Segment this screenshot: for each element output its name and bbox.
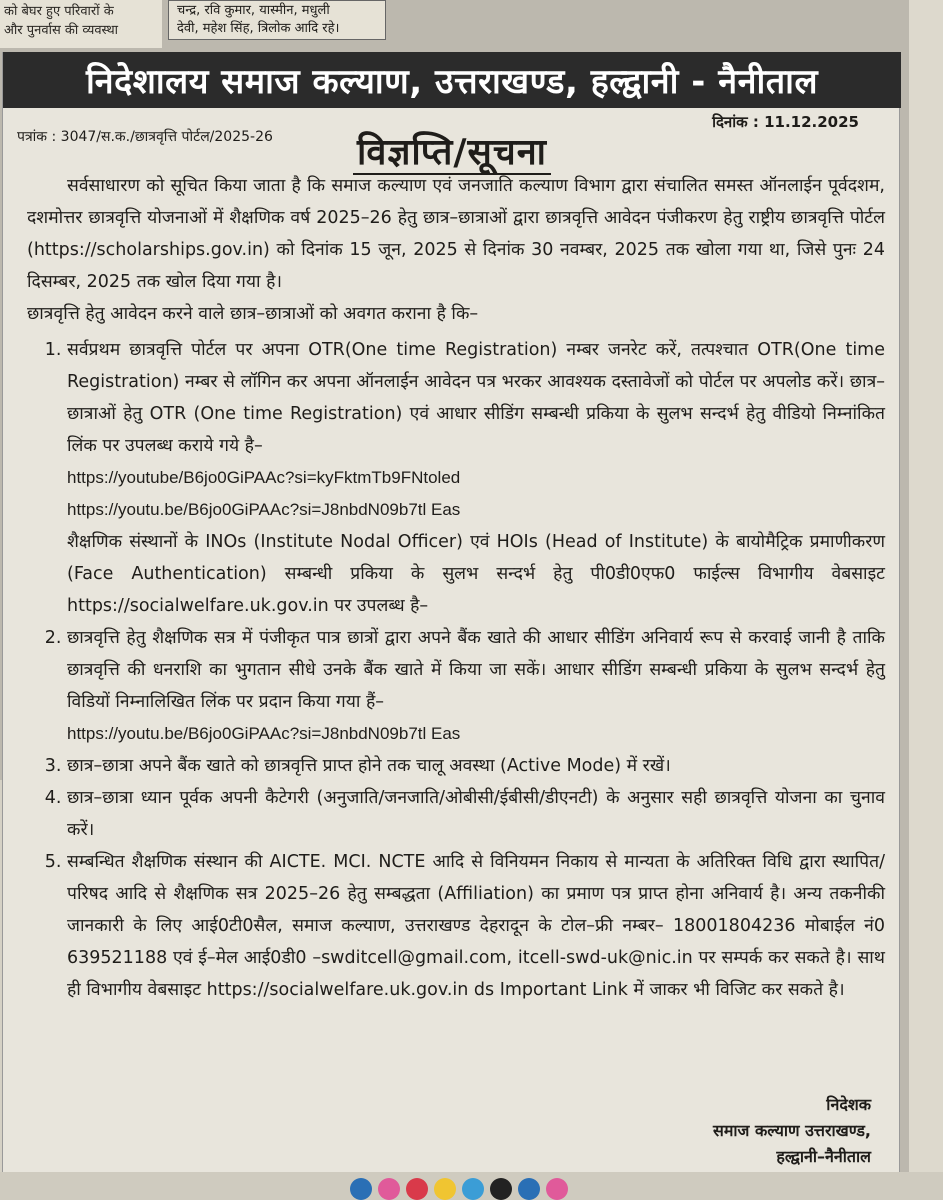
department-name: निदेशालय समाज कल्याण, उत्तराखण्ड, हल्द्वानी - नैनीताल <box>86 62 818 102</box>
right-page-edge <box>909 0 943 1200</box>
fragment-line: और पुनर्वास की व्यवस्था <box>4 23 119 38</box>
lead-line: छात्रवृत्ति हेतु आवेदन करने वाले छात्र–छात्राओं को अवगत कराना है कि– <box>27 304 479 324</box>
video-link[interactable]: https://youtu.be/B6jo0GiPAAc?si=J8nbdN09b7tl Eas <box>67 724 461 743</box>
masthead-banner <box>3 52 901 108</box>
list-item <box>67 750 885 782</box>
fragment-line: को बेघर हुए परिवारों के <box>4 4 114 19</box>
list-item <box>67 622 885 750</box>
notice-title <box>3 126 901 175</box>
color-registration-dot <box>434 1178 456 1200</box>
signature-block <box>713 1092 871 1170</box>
list-item-text: 2. छात्रवृत्ति हेतु शैक्षणिक सत्र में पंजीकृत पात्र छात्रों द्वारा अपने बैंक खाते की आधार सीडिंग अनिवार्य रूप से करवाई जानी है ताकि छात्रवृत्ति की धनराशि का भुगतान सीधे उनके बैंक खाते में किया जा सकें। आधार सीडिंग सम्बन्धी प्रकिया के सुलभ सन्दर्भ हेतु विडियों निम्नालिखित लिंक पर प्रदान किया गया हैं– <box>67 628 885 712</box>
notice-title-text: विज्ञप्ति/सूचना <box>353 132 551 175</box>
color-registration-dot <box>462 1178 484 1200</box>
list-item <box>67 334 885 622</box>
intro-paragraph: सर्वसाधारण को सूचित किया जाता है कि समाज कल्याण एवं जनजाति कल्याण विभाग द्वारा संचालित समस्त ऑनलाईन पूर्वदशम, दशमोत्तर छात्रवृत्ति योजनाओं में शैक्षणिक वर्ष 2025–26 हेतु छात्र–छात्राओं द्वारा छात्रवृत्ति आवेदन पंजीकरण हेतु राष्ट्रीय छात्रवृत्ति पोर्टल (https://scholarships.gov.in) को दिनांक 15 जून, 2025 से दिनांक 30 नवम्बर, 2025 तक खोला गया था, जिसे पुनः 24 दिसम्बर, 2025 तक खोल दिया गया है। <box>27 176 885 292</box>
signatory-title: निदेशक <box>826 1095 871 1114</box>
color-registration-dot <box>350 1178 372 1200</box>
list-item-text: 5. सम्बन्धित शैक्षणिक संस्थान की AICTE. MCI. NCTE आदि से विनियमन निकाय से मान्यता के अतिरिक्त विधि द्वारा स्थापित/परिषद आदि से शैक्षणिक सत्र 2025–26 हेतु सम्बद्धता (Affiliation) का प्रमाण पत्र प्राप्त होना अनिवार्य है। अन्य तकनीकी जानकारी के लिए आई0टी0सैल, समाज कल्याण, उत्तराखण्ड देहरादून के टोल–फ्री नम्बर– 18001804236 मोबाईल नं0 639521188 एवं ई–मेल आई0डी0 –swditcell@gmail.com, itcell-swd-uk@nic.in पर सम्पर्क कर सकते है। साथ ही विभागीय वेबसाइट https://socialwelfare.uk.gov.in ds Important Link में जाकर भी विजिट कर सकते है। <box>67 852 885 1000</box>
list-item-text: 3. छात्र–छात्रा अपने बैंक खाते को छात्रवृत्ति प्राप्त होने तक चालू अवस्था (Active Mode) में रखें। <box>67 756 671 776</box>
video-link[interactable]: https://youtu.be/B6jo0GiPAAc?si=J8nbdN09b7tl Eas <box>67 500 461 519</box>
adjacent-box-fragment <box>168 0 386 40</box>
list-item-subtext: शैक्षणिक संस्थानों के INOs (Institute Nodal Officer) एवं HOIs (Head of Institute) के बायोमैट्रिक प्रमाणीकरण (Face Authentication) सम्बन्धी प्रकिया के सुलभ सन्दर्भ हेतु पी0डी0एफ0 फाईल्स विभागीय वेबसाइट https://socialwelfare.uk.gov.in पर उपलब्ध है– <box>67 532 885 616</box>
color-registration-dot <box>546 1178 568 1200</box>
color-registration-dot <box>490 1178 512 1200</box>
fragment-line: चन्द्र, रवि कुमार, यास्मीन, मधुली <box>177 3 330 18</box>
reference-number: पत्रांक : 3047/स.क./छात्रवृत्ति पोर्टल/2025-26 <box>17 129 273 145</box>
color-registration-dot <box>378 1178 400 1200</box>
video-link[interactable]: https://youtube/B6jo0GiPAAc?si=kyFktmTb9FNtoled <box>67 468 461 487</box>
color-registration-dot <box>518 1178 540 1200</box>
list-item <box>67 846 885 1006</box>
notice-date: दिनांक : 11.12.2025 <box>712 113 859 131</box>
signatory-office: समाज कल्याण उत्तराखण्ड, <box>713 1121 871 1140</box>
instruction-list <box>27 334 885 1006</box>
fragment-line: देवी, महेश सिंह, त्रिलोक आदि रहे। <box>177 21 340 36</box>
list-item-text: 4. छात्र–छात्रा ध्यान पूर्वक अपनी कैटेगरी (अनुजाति/जनजाति/ओबीसी/ईबीसी/डीएनटी) के अनुसार सही छात्रवृत्ति योजना का चुनाव करें। <box>67 788 885 840</box>
color-registration-dot <box>406 1178 428 1200</box>
public-notice <box>2 52 900 1172</box>
list-item <box>67 782 885 846</box>
list-item-text: 1. सर्वप्रथम छात्रवृत्ति पोर्टल पर अपना OTR(One time Registration) नम्बर जनरेट करें, तत्पश्चात OTR(One time Registration) नम्बर से लॉगिन कर अपना ऑनलाईन आवेदन पत्र भरकर आवश्यक दस्तावेजों को पोर्टल पर अपलोड करें। छात्र–छात्राओं हेतु OTR (One time Registration) एवं आधार सीडिंग सम्बन्धी प्रकिया के सुलभ सन्दर्भ हेतु वीडियो निम्नांकित लिंक पर उपलब्ध कराये गये है– <box>67 340 885 456</box>
signatory-location: हल्द्वानी–नैनीताल <box>776 1147 871 1166</box>
adjacent-article-fragment <box>0 0 162 48</box>
notice-body <box>27 170 885 1006</box>
